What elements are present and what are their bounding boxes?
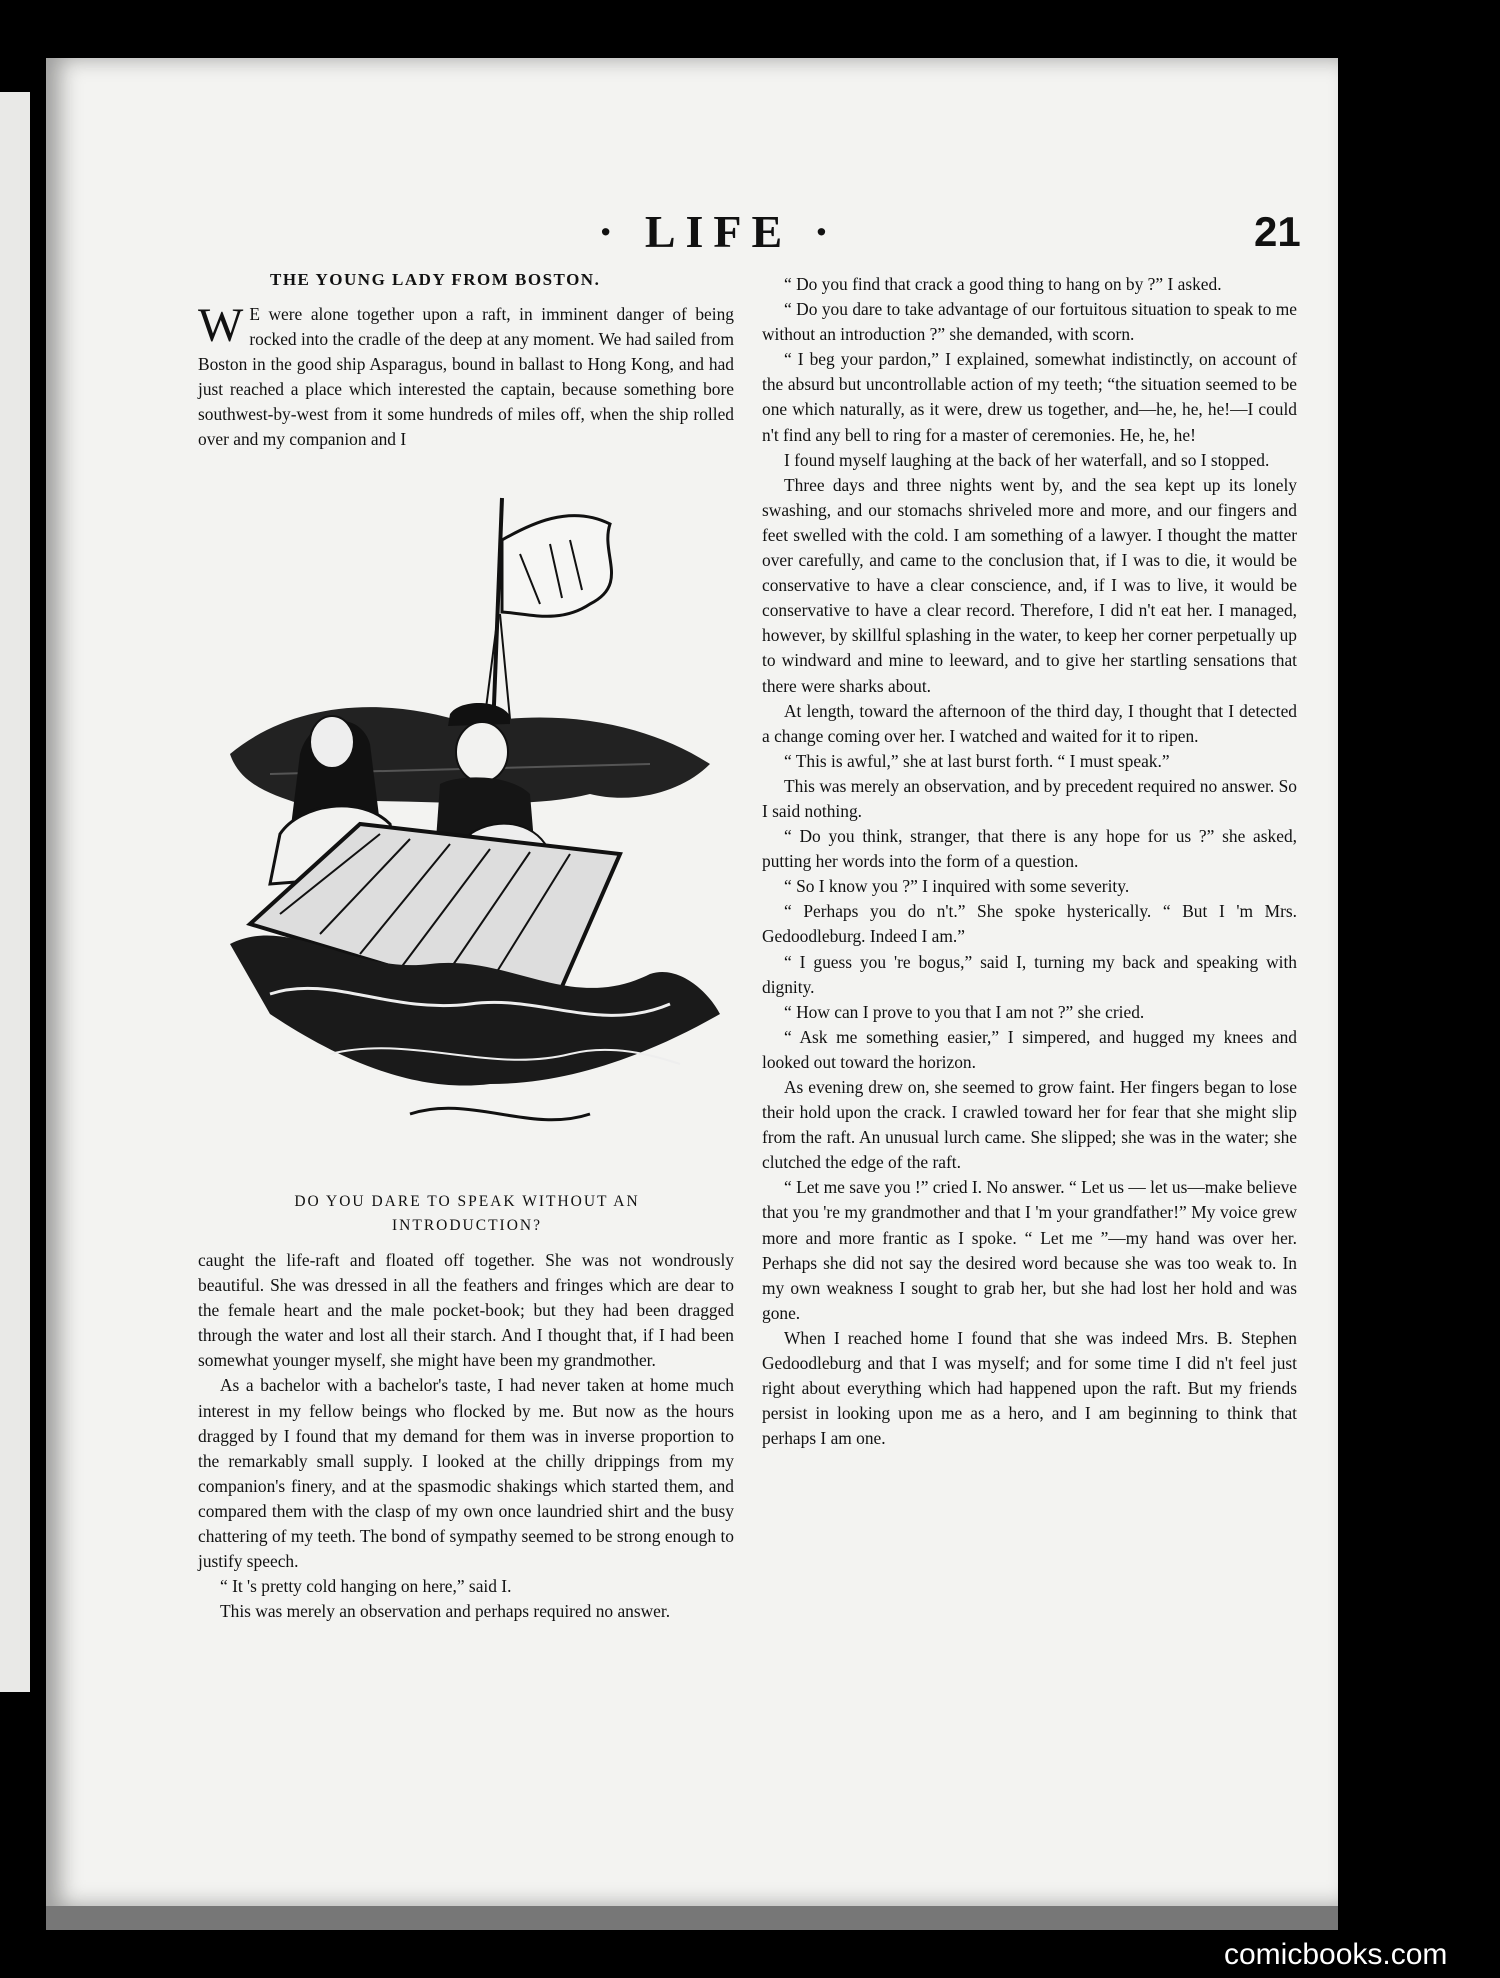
left-column-bottom	[198, 1248, 734, 1624]
paragraph: This was merely an observation, and by precedent required no answer. So I said nothing.	[762, 775, 1297, 821]
opening-paragraph	[198, 299, 734, 453]
paragraph: At length, toward the afternoon of the third day, I thought that I detected a change coming over her. I watched and waited for it to ripen.	[762, 700, 1297, 746]
paragraph: “ Perhaps you do n't.” She spoke hysterically. “ But I 'm Mrs. Gedoodleburg. Indeed I am.”	[762, 901, 1297, 947]
paragraph: Three days and three nights went by, and the sea kept up its lonely swashing, and our stomachs shriveled more and more, and our fingers and feet swelled with the cold. I am something of a lawyer. I thought the matter over carefully, and came to the conclusion that, if I was to die, it would be conservative to have a clear conscience, and, if I was to live, it would be conservative to have a clear record. Therefore, I did n't eat her. I managed, however, by skillful splashing in the water, to keep her corner perpetually up to windward and mine to leeward, and to give her startling sensations that there were sharks about.	[762, 474, 1297, 696]
paragraph: When I reached home I found that she was indeed Mrs. B. Stephen Gedoodleburg and that I was myself; and for some time I did n't feel just right about everything which had happened upon the raft. But my friends persist in looking upon me as a hero, and I am beginning to think that perhaps I am one.	[762, 1327, 1297, 1449]
paragraph: “ I beg your pardon,” I explained, somewhat indistinctly, on account of the absurd but uncontrollable action of my teeth; “the situation seemed to be one which naturally, as it were, drew us together, and—he, he, he!—I could n't find any bell to ring for a master of ceremonies. He, he, he!	[762, 349, 1297, 445]
paragraph: “ Let me save you !” cried I. No answer. “ Let us — let us—make believe that you 're my grandmother and that I 'm your grandfather!” My voice grew more and more frantic as I spoke. “ Let me ”—my hand was over her. Perhaps she did not say the desired word because she was too weak to. In my own weakness I sought to grab her, but she had lost her hold and was gone.	[762, 1177, 1297, 1323]
paragraph: This was merely an observation and perhaps required no answer.	[220, 1601, 671, 1622]
paragraph: “ It 's pretty cold hanging on here,” said I.	[220, 1576, 512, 1597]
opening-text: E were alone together upon a raft, in imminent danger of being rocked into the cradle of the deep at any moment. We had sailed from Boston in the good ship Asparagus, bound in ballast to Hong Kong, and had just reached a place which interested the captain, because something bore southwest-by-west from it some hundreds of miles off, when the ship rolled over and my companion and I	[198, 304, 734, 450]
article-title: THE YOUNG LADY FROM BOSTON.	[270, 270, 601, 289]
paragraph: “ Ask me something easier,” I simpered, and hugged my knees and looked out toward the horizon.	[762, 1026, 1297, 1072]
paragraph: “ This is awful,” she at last burst forth. “ I must speak.”	[784, 750, 1170, 771]
paragraph: “ Do you dare to take advantage of our fortuitous situation to speak to me without an introduction ?” she demanded, with scorn.	[762, 299, 1297, 345]
raft-illustration	[210, 494, 730, 1174]
paragraph: As evening drew on, she seemed to grow faint. Her fingers began to lose their hold upon the crack. I crawled toward her for fear that she might slip from the raft. An unusual lurch came. She slipped; she was in the water; she clutched the edge of the raft.	[762, 1077, 1297, 1173]
illustration-caption: DO YOU DARE TO SPEAK WITHOUT AN INTRODUCTION?	[294, 1193, 640, 1234]
right-column	[762, 272, 1297, 1451]
paragraph: I found myself laughing at the back of her waterfall, and so I stopped.	[784, 449, 1270, 470]
paragraph: “ So I know you ?” I inquired with some severity.	[784, 876, 1130, 897]
drop-cap: W	[198, 299, 244, 352]
paragraph: “ Do you think, stranger, that there is any hope for us ?” she asked, putting her words into the form of a question.	[762, 826, 1297, 872]
left-column-top	[198, 299, 734, 453]
paragraph: As a bachelor with a bachelor's taste, I had never taken at home much interest in my fellow beings who flocked by me. But now as the hours dragged by I found that my demand for them was in inverse proportion to the remarkably small supply. I looked at the chilly drippings from my companion's finery, and at the spasmodic shakings which started them, and compared them with the clasp of my own once laundried shirt and the busy chattering of my teeth. The bond of sympathy seemed to be strong enough to justify speech.	[198, 1375, 734, 1572]
page-bottom-edge	[46, 1906, 1338, 1930]
paragraph: “ I guess you 're bogus,” said I, turning my back and speaking with dignity.	[762, 951, 1297, 997]
masthead: · LIFE ·	[598, 206, 840, 257]
watermark: comicbooks.com	[1224, 1938, 1448, 1971]
paragraph: “ Do you find that crack a good thing to hang on by ?” I asked.	[784, 274, 1222, 294]
paragraph: “ How can I prove to you that I am not ?” she cried.	[784, 1001, 1145, 1022]
page-number: 21	[1254, 208, 1301, 255]
paragraph: caught the life-raft and floated off together. She was not wondrously beautiful. She was dressed in all the feathers and fringes which are dear to the female heart and the male pocket-book; but they had been dragged through the water and lost all their starch. And I thought that, if I had been somewhat younger myself, she might have been my grandmother.	[198, 1250, 734, 1371]
previous-page-edge	[0, 92, 30, 1692]
